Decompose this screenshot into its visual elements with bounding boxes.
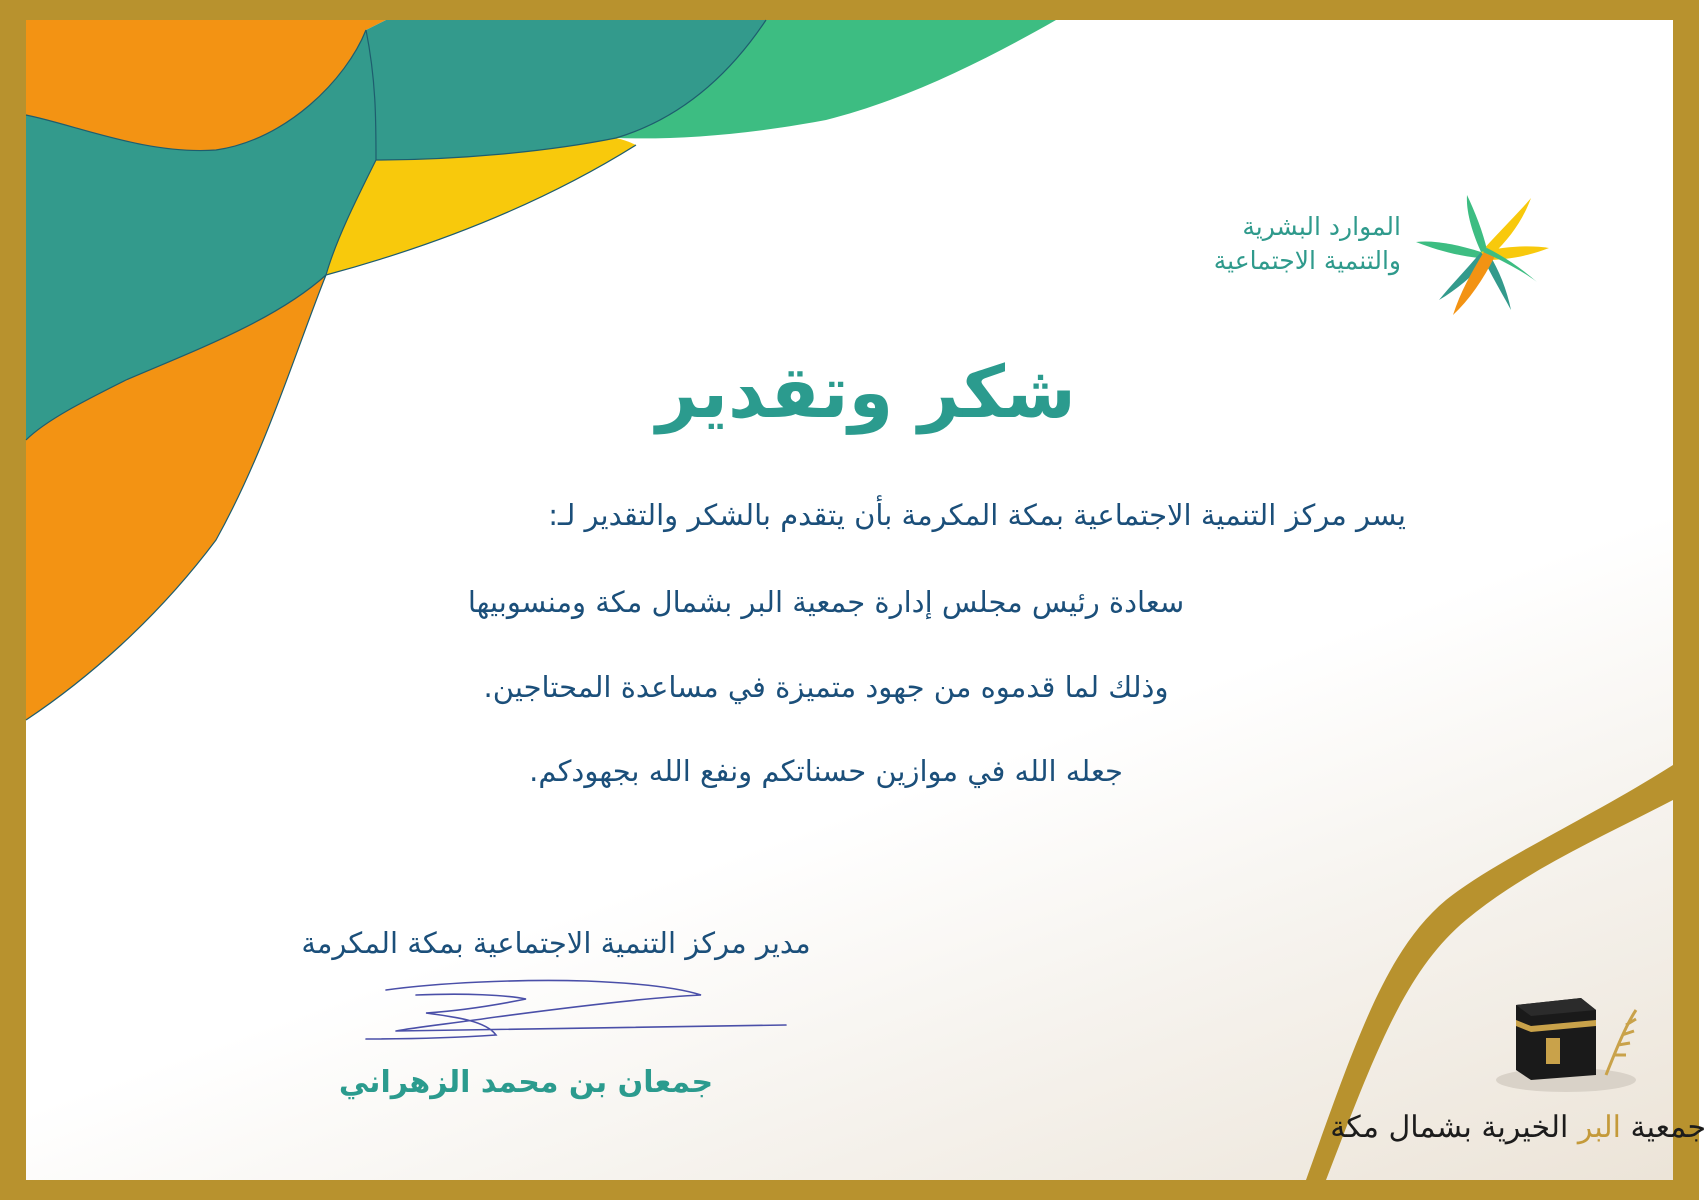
charity-name-accent: البر	[1577, 1110, 1621, 1145]
certificate-inner-panel	[26, 20, 1706, 1180]
intro-line: يسر مركز التنمية الاجتماعية بمكة المكرمة بأن يتقدم بالشكر والتقدير لـ:	[548, 498, 1406, 532]
handwritten-signature	[356, 965, 796, 1045]
charity-logo	[1330, 980, 1706, 1200]
charity-name-part1: جمعية	[1630, 1110, 1706, 1145]
charity-name-part2: الخيرية بشمال مكة	[1330, 1110, 1569, 1145]
certificate-title: شكر وتقدير	[656, 350, 1076, 434]
kaaba-icon	[1486, 980, 1656, 1100]
ministry-name-line1: الموارد البشرية	[1242, 212, 1401, 241]
charity-name	[1330, 1110, 1706, 1145]
recipient-line: سعادة رئيس مجلس إدارة جمعية البر بشمال مكة ومنسوبيها	[467, 585, 1185, 619]
ministry-logo	[1131, 190, 1551, 340]
ministry-name-line2: والتنمية الاجتماعية	[1213, 246, 1401, 275]
ministry-name	[1214, 210, 1401, 278]
ministry-star-icon	[1411, 190, 1551, 320]
signatory-name: جمعان بن محمد الزهراني	[338, 1065, 714, 1100]
prayer-line: جعله الله في موازين حسناتكم ونفع الله بجهودكم.	[529, 754, 1123, 788]
signatory-title: مدير مركز التنمية الاجتماعية بمكة المكرمة	[301, 926, 811, 960]
reason-line: وذلك لما قدموه من جهود متميزة في مساعدة المحتاجين.	[483, 670, 1169, 704]
